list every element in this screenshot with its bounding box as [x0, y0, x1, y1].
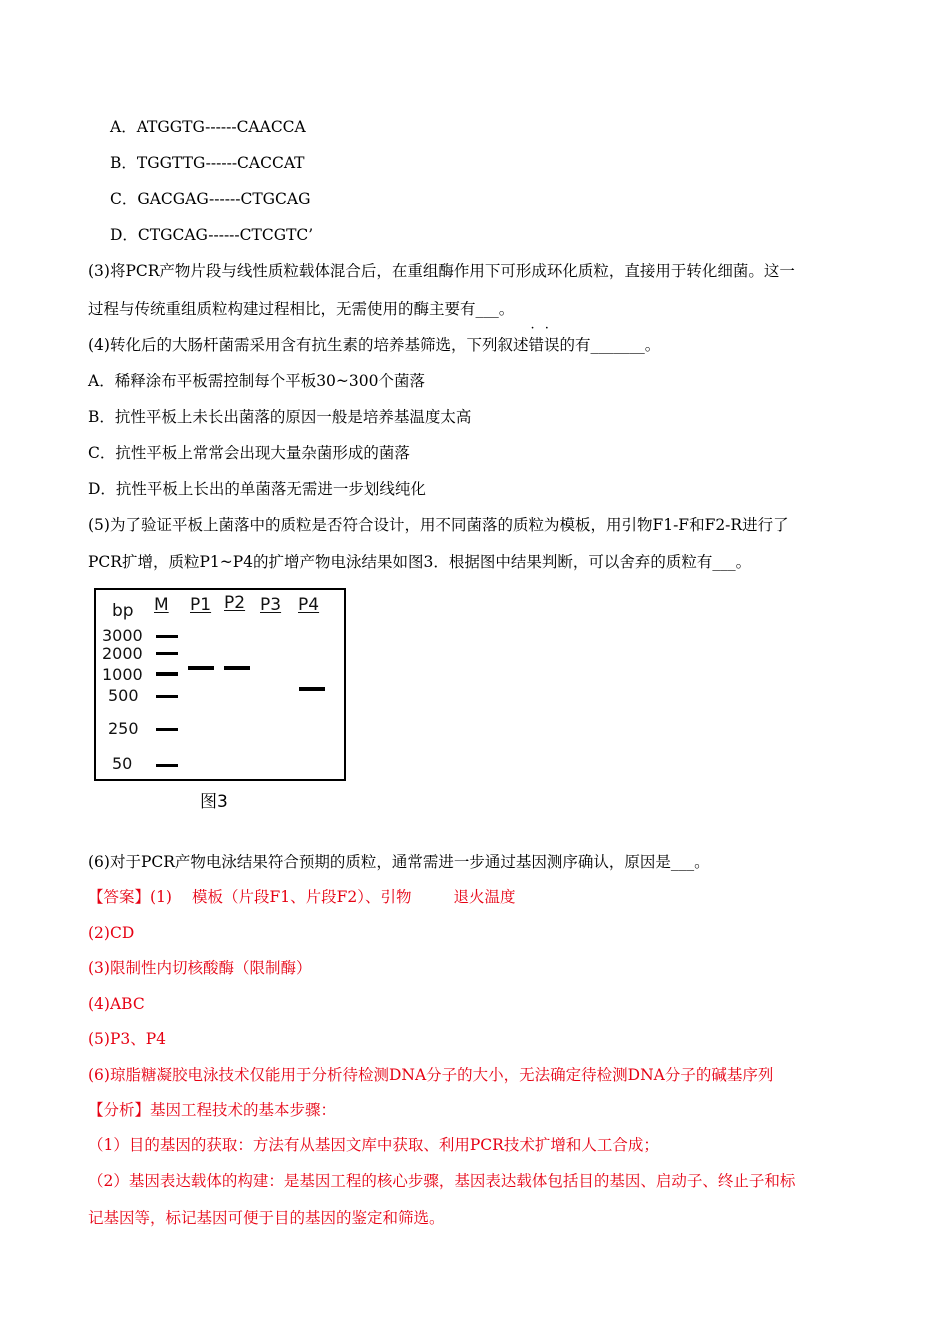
p4-band	[299, 687, 325, 691]
answer-1-num: (1)	[150, 888, 172, 906]
gel-lane-p3: P3	[260, 595, 282, 615]
analysis-point-2-line2: 记基因等，标记基因可便于目的基因的鉴定和筛选。	[88, 1209, 445, 1227]
option-4c: C．抗性平板上常常会出现大量杂菌形成的菌落	[88, 444, 410, 462]
answer-5: (5)P3、P4	[88, 1030, 167, 1048]
marker-band-50	[156, 764, 178, 767]
option-b: B．TGGTTG------CACCAT	[110, 154, 305, 172]
question-4-emphasis: · · 错误	[528, 334, 559, 356]
answer-1-part2: 退火温度	[453, 888, 516, 906]
gel-marker-2000: 2000	[102, 644, 143, 663]
answer-line-1	[88, 886, 515, 908]
gel-lane-p1: P1	[190, 595, 212, 615]
answer-4: (4)ABC	[88, 995, 145, 1013]
question-4-before: (4)转化后的大肠杆菌需采用含有抗生素的培养基筛选，下列叙述	[88, 336, 529, 354]
marker-band-1000	[156, 672, 178, 676]
answer-3: (3)限制性内切核酸酶（限制酶）	[88, 959, 312, 977]
question-5-line1: (5)为了验证平板上菌落中的质粒是否符合设计，用不同菌落的质粒为模板，用引物F1-F和F2-R进行了	[88, 516, 789, 534]
answer-6: (6)琼脂糖凝胶电泳技术仅能用于分析待检测DNA分子的大小，无法确定待检测DNA分子的碱基序列	[88, 1066, 774, 1084]
option-4b: B．抗性平板上未长出菌落的原因一般是培养基温度太高	[88, 408, 472, 426]
question-3-line1: (3)将PCR产物片段与线性质粒载体混合后，在重组酶作用下可形成环化质粒，直接用于转化细菌。这一	[88, 262, 795, 280]
question-4-after: 的有_______。	[559, 336, 661, 354]
analysis-point-2-line1: （2）基因表达载体的构建：是基因工程的核心步骤，基因表达载体包括目的基因、启动子、终止子和标	[88, 1172, 796, 1190]
option-c: C．GACGAG------CTGCAG	[110, 190, 311, 208]
gel-lane-p2: P2	[224, 593, 246, 613]
p2-band	[224, 666, 250, 670]
gel-figure	[94, 588, 346, 781]
question-3-line2: 过程与传统重组质粒构建过程相比，无需使用的酶主要有___。	[88, 300, 515, 318]
analysis-heading: 基因工程技术的基本步骤：	[150, 1101, 337, 1119]
analysis-point-1: （1）目的基因的获取：方法有从基因文库中获取、利用PCR技术扩增和人工合成；	[88, 1136, 659, 1154]
figure-caption: 图3	[200, 792, 228, 812]
analysis-tag: 【分析】	[88, 1101, 151, 1119]
gel-marker-3000: 3000	[102, 626, 143, 645]
answer-2: (2)CD	[88, 924, 135, 942]
gel-marker-1000: 1000	[102, 665, 143, 684]
option-4d: D．抗性平板上长出的单菌落无需进一步划线纯化	[88, 480, 426, 498]
marker-band-2000	[156, 652, 178, 655]
p1-band	[188, 666, 214, 670]
gel-marker-500: 500	[108, 686, 139, 705]
analysis-title	[88, 1099, 336, 1121]
marker-band-500	[156, 695, 178, 698]
gel-bp-label: bp	[112, 601, 134, 621]
question-5-line2: PCR扩增，质粒P1~P4的扩增产物电泳结果如图3．根据图中结果判断，可以舍弃的质粒有___。	[88, 553, 752, 571]
gel-marker-50: 50	[112, 754, 133, 773]
marker-band-250	[156, 728, 178, 731]
answer-tag: 【答案】	[88, 888, 151, 906]
gel-lane-p4: P4	[298, 595, 320, 615]
gel-marker-250: 250	[108, 719, 139, 738]
option-a: A．ATGGTG------CAACCA	[110, 118, 306, 136]
question-4	[88, 334, 660, 356]
option-4a: A．稀释涂布平板需控制每个平板30~300个菌落	[88, 372, 425, 390]
gel-lane-m: M	[154, 595, 169, 615]
answer-1-part1: 模板（片段F1、片段F2）、引物	[191, 888, 412, 906]
option-d: D．CTGCAG------CTCGTC’	[110, 226, 314, 244]
marker-band-3000	[156, 635, 178, 638]
question-6: (6)对于PCR产物电泳结果符合预期的质粒，通常需进一步通过基因测序确认，原因是___。	[88, 853, 710, 871]
